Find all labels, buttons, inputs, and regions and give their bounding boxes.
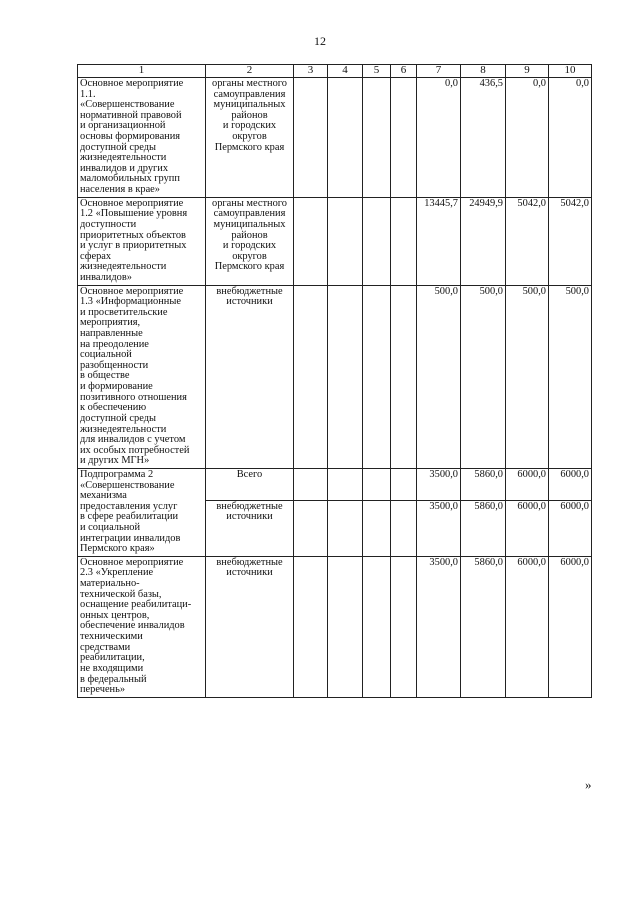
value-cell: 500,0 [549, 285, 592, 468]
value-cell: 0,0 [506, 78, 549, 198]
value-cell: 0,0 [549, 78, 592, 198]
value-cell: 24949,9 [461, 197, 506, 285]
table-row [78, 285, 592, 468]
column-header: 2 [206, 65, 294, 78]
value-cell: 3500,0 [417, 500, 461, 556]
funding-source-cell: органы местного самоуправления муниципальных районов и городских округов Пермского края [206, 197, 294, 285]
value-cell [391, 556, 417, 697]
column-header: 6 [391, 65, 417, 78]
value-cell [328, 285, 363, 468]
value-cell [328, 468, 363, 500]
table-row [78, 468, 592, 500]
subprogram-name-cell: Подпрограмма 2 «Совершенствование механизма предоставления услуг в сфере реабилитации и социальной интеграции инвалидов Пермского края» [78, 468, 206, 556]
value-cell: 6000,0 [549, 500, 592, 556]
value-cell: 500,0 [461, 285, 506, 468]
value-cell [328, 500, 363, 556]
value-cell [363, 500, 391, 556]
measure-name-cell: Основное мероприятие 1.2 «Повышение уровня доступности приоритетных объектов и услуг в приоритетных сферах жизнедеятельности инвалидов» [78, 197, 206, 285]
column-header: 4 [328, 65, 363, 78]
value-cell [363, 468, 391, 500]
value-cell: 6000,0 [549, 556, 592, 697]
funding-source-cell: Всего [206, 468, 294, 500]
value-cell [363, 197, 391, 285]
funding-source-cell: внебюджетные источники [206, 556, 294, 697]
continuation-mark: » [585, 777, 592, 792]
column-header: 1 [78, 65, 206, 78]
page-number: 12 [314, 34, 326, 48]
column-header: 9 [506, 65, 549, 78]
value-cell: 6000,0 [549, 468, 592, 500]
value-cell [363, 78, 391, 198]
funding-source-cell: органы местного самоуправления муниципальных районов и городских округов Пермского края [206, 78, 294, 198]
column-header: 7 [417, 65, 461, 78]
value-cell [391, 197, 417, 285]
table-row [78, 78, 592, 198]
value-cell: 3500,0 [417, 468, 461, 500]
value-cell [294, 468, 328, 500]
value-cell: 5042,0 [549, 197, 592, 285]
value-cell: 5860,0 [461, 468, 506, 500]
value-cell [294, 500, 328, 556]
funding-source-cell: внебюджетные источники [206, 285, 294, 468]
value-cell: 500,0 [506, 285, 549, 468]
table-row [78, 197, 592, 285]
measure-name-cell: Основное мероприятие 2.3 «Укрепление материально- технической базы, оснащение реабилитаци- онных центров, обеспечение инвалидов техническими средствами реабилитации, не входящими в федеральный перечень» [78, 556, 206, 697]
column-header: 8 [461, 65, 506, 78]
value-cell: 5860,0 [461, 556, 506, 697]
value-cell: 0,0 [417, 78, 461, 198]
value-cell [391, 500, 417, 556]
table-row [78, 556, 592, 697]
value-cell [363, 556, 391, 697]
value-cell [294, 197, 328, 285]
table-header-row [78, 65, 592, 78]
value-cell: 13445,7 [417, 197, 461, 285]
value-cell: 6000,0 [506, 556, 549, 697]
column-header: 3 [294, 65, 328, 78]
column-header: 5 [363, 65, 391, 78]
value-cell [391, 285, 417, 468]
measure-name-cell: Основное мероприятие 1.3 «Информационные и просветительские мероприятия, направленные на преодоление социальной разобщенности в обществе и формирование позитивного отношения к обеспечению доступной среды жизнедеятельности для инвалидов с учетом их особых потребностей и других МГН» [78, 285, 206, 468]
value-cell: 3500,0 [417, 556, 461, 697]
value-cell: 6000,0 [506, 500, 549, 556]
value-cell: 6000,0 [506, 468, 549, 500]
value-cell [328, 556, 363, 697]
column-header: 10 [549, 65, 592, 78]
value-cell [391, 468, 417, 500]
funding-source-cell: внебюджетные источники [206, 500, 294, 556]
value-cell: 436,5 [461, 78, 506, 198]
value-cell [328, 197, 363, 285]
budget-table [77, 64, 592, 698]
value-cell: 5042,0 [506, 197, 549, 285]
measure-name-cell: Основное мероприятие 1.1. «Совершенствование нормативной правовой и организационной основы формирования доступной среды жизнедеятельности инвалидов и других маломобильных групп населения в крае» [78, 78, 206, 198]
value-cell: 5860,0 [461, 500, 506, 556]
value-cell: 500,0 [417, 285, 461, 468]
value-cell [328, 78, 363, 198]
value-cell [363, 285, 391, 468]
value-cell [294, 285, 328, 468]
value-cell [294, 78, 328, 198]
value-cell [294, 556, 328, 697]
value-cell [391, 78, 417, 198]
